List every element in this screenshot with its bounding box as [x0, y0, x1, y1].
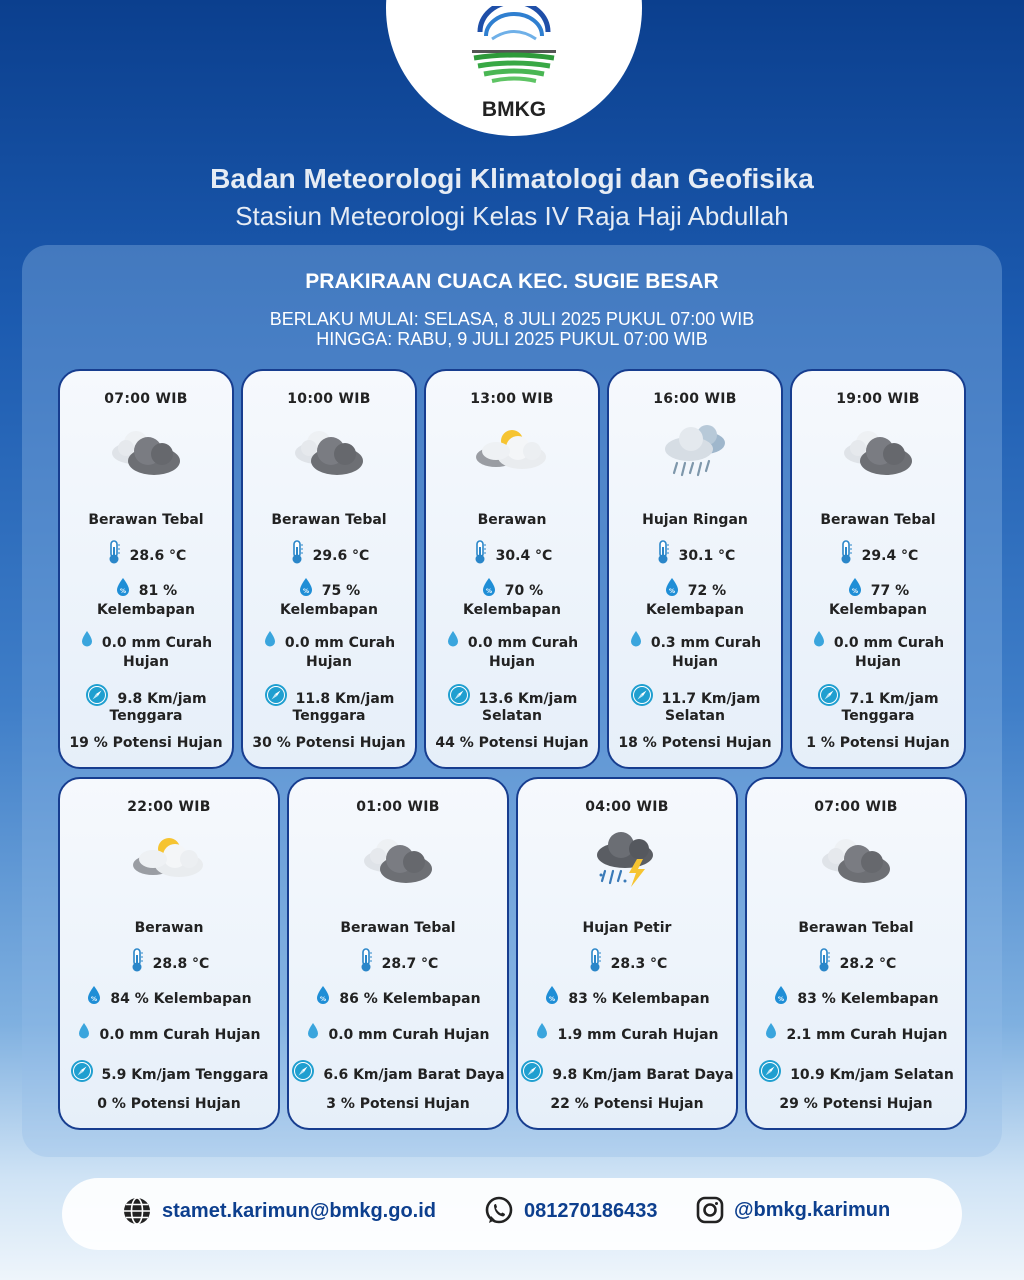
rainfall-label-row — [792, 651, 964, 673]
forecast-card — [58, 369, 234, 769]
cloudy-icon — [287, 421, 371, 485]
rain-potential: 22 % Potensi Hujan — [550, 1096, 704, 1112]
weather-condition: Berawan Tebal — [820, 512, 936, 528]
agency-name: Badan Meteorologi Klimatologi dan Geofisika — [210, 163, 814, 194]
rainfall-row — [747, 1022, 965, 1047]
forecast-time: 22:00 WIB — [127, 799, 211, 815]
rain-potential: 44 % Potensi Hujan — [435, 735, 589, 751]
compass-icon — [291, 1059, 315, 1090]
forecast-card — [516, 777, 738, 1130]
forecast-card — [790, 369, 966, 769]
humidity-row — [60, 985, 278, 1012]
temperature-row — [792, 539, 964, 572]
temperature-row — [60, 947, 278, 980]
wind-direction-row — [609, 705, 781, 727]
weather-condition: Berawan — [134, 920, 204, 936]
humidity-value: 77 % — [870, 582, 910, 599]
wind-direction-row — [426, 705, 598, 727]
rainfall-value: 0.0 mm Curah — [833, 634, 945, 651]
rainfall-value: 0.0 mm Curah — [467, 634, 579, 651]
wind-direction: Tenggara — [109, 708, 183, 724]
rain-potential: 30 % Potensi Hujan — [252, 735, 406, 751]
rainfall-value: 0.0 mm Curah — [284, 634, 396, 651]
instagram-icon — [696, 1196, 724, 1224]
temperature-row — [289, 947, 507, 980]
forecast-time: 16:00 WIB — [653, 391, 737, 407]
valid-from: BERLAKU MULAI: SELASA, 8 JULI 2025 PUKUL 07:00 WIB — [269, 309, 755, 329]
wind-value: 6.6 Km/jam Barat Daya — [323, 1066, 505, 1083]
raindrop-icon — [764, 1022, 778, 1047]
thermometer-icon — [838, 539, 854, 572]
forecast-time: 13:00 WIB — [470, 391, 554, 407]
rain-potential: 1 % Potensi Hujan — [806, 735, 950, 751]
weather-condition: Berawan — [477, 512, 547, 528]
svg-text:%: % — [320, 996, 327, 1003]
compass-icon — [758, 1059, 782, 1090]
rain-potential: 29 % Potensi Hujan — [779, 1096, 933, 1112]
weather-condition: Hujan Petir — [582, 920, 672, 936]
forecast-card — [287, 777, 509, 1130]
wind-value: 5.9 Km/jam Tenggara — [101, 1066, 269, 1083]
wind-direction: Selatan — [665, 708, 725, 724]
cloudy-icon — [104, 421, 188, 485]
compass-icon — [520, 1059, 544, 1090]
thunderstorm-icon — [585, 829, 669, 893]
forecast-card — [424, 369, 600, 769]
rainfall-value: 0.3 mm Curah — [650, 634, 762, 651]
humidity-value: 83 % Kelembapan — [568, 990, 710, 1007]
thermometer-icon — [358, 947, 374, 980]
temperature-value: 28.7 °C — [381, 955, 439, 972]
thermometer-icon — [106, 539, 122, 572]
humidity-label-row — [243, 599, 415, 621]
wind-speed: 13.6 Km/jam — [478, 690, 578, 707]
thermometer-icon — [655, 539, 671, 572]
humidity-label: Kelembapan — [646, 602, 744, 618]
rainfall-value: 0.0 mm Curah — [101, 634, 213, 651]
forecast-card — [58, 777, 280, 1130]
forecast-card — [241, 369, 417, 769]
globe-icon — [122, 1196, 152, 1226]
station-name: Stasiun Meteorologi Kelas IV Raja Haji Abdullah — [235, 201, 789, 231]
temperature-value: 29.6 °C — [312, 547, 370, 564]
agency-header — [0, 160, 1024, 234]
rainfall-label-row — [609, 651, 781, 673]
temperature-row — [426, 539, 598, 572]
svg-text:%: % — [549, 996, 556, 1003]
bmkg-logo-icon — [466, 6, 562, 86]
temperature-value: 29.4 °C — [861, 547, 919, 564]
thermometer-icon — [472, 539, 488, 572]
humidity-label: Kelembapan — [280, 602, 378, 618]
svg-text:%: % — [668, 588, 675, 595]
compass-icon — [70, 1059, 94, 1090]
raindrop-icon — [77, 1022, 91, 1047]
instagram-text: @bmkg.karimun — [734, 1198, 891, 1221]
temperature-value: 28.3 °C — [610, 955, 668, 972]
valid-until: HINGGA: RABU, 9 JULI 2025 PUKUL 07:00 WIB — [316, 329, 708, 349]
email-text: stamet.karimun@bmkg.go.id — [162, 1199, 436, 1222]
rain-potential: 19 % Potensi Hujan — [69, 735, 223, 751]
weather-condition: Berawan Tebal — [88, 512, 204, 528]
humidity-row — [747, 985, 965, 1012]
svg-text:%: % — [485, 588, 492, 595]
humidity-icon — [315, 985, 331, 1012]
svg-text:%: % — [851, 588, 858, 595]
rainfall-value: 0.0 mm Curah Hujan — [99, 1026, 261, 1043]
svg-text:%: % — [302, 588, 309, 595]
light-rain-icon — [653, 421, 737, 485]
forecast-time: 10:00 WIB — [287, 391, 371, 407]
forecast-title: PRAKIRAAN CUACA KEC. SUGIE BESAR — [305, 270, 719, 293]
rainfall-value: 2.1 mm Curah Hujan — [786, 1026, 948, 1043]
thermometer-icon — [129, 947, 145, 980]
humidity-value: 83 % Kelembapan — [797, 990, 939, 1007]
humidity-label: Kelembapan — [829, 602, 927, 618]
humidity-icon — [773, 985, 789, 1012]
wind-row — [60, 1059, 278, 1090]
wind-speed: 7.1 Km/jam — [849, 690, 939, 707]
wind-value: 10.9 Km/jam Selatan — [790, 1066, 954, 1083]
thermometer-icon — [289, 539, 305, 572]
humidity-value: 84 % Kelembapan — [110, 990, 252, 1007]
humidity-value: 75 % — [321, 582, 361, 599]
rainfall-label: Hujan — [855, 654, 901, 670]
forecast-card — [745, 777, 967, 1130]
humidity-value: 72 % — [687, 582, 727, 599]
forecast-period — [22, 309, 1002, 349]
contact-email[interactable] — [122, 1196, 436, 1226]
rainfall-value: 0.0 mm Curah Hujan — [328, 1026, 490, 1043]
humidity-label: Kelembapan — [97, 602, 195, 618]
rainfall-label-row — [243, 651, 415, 673]
temperature-row — [518, 947, 736, 980]
temperature-row — [609, 539, 781, 572]
wind-row — [518, 1059, 736, 1090]
rainfall-value: 1.9 mm Curah Hujan — [557, 1026, 719, 1043]
wind-value: 9.8 Km/jam Barat Daya — [552, 1066, 734, 1083]
cloudy-icon — [836, 421, 920, 485]
temperature-row — [60, 539, 232, 572]
temperature-row — [747, 947, 965, 980]
rainfall-label-row — [426, 651, 598, 673]
contact-phone[interactable] — [484, 1196, 657, 1226]
weather-condition: Hujan Ringan — [642, 512, 748, 528]
logo-text: BMKG — [481, 98, 547, 121]
rainfall-label: Hujan — [306, 654, 352, 670]
thermometer-icon — [816, 947, 832, 980]
humidity-label-row — [426, 599, 598, 621]
temperature-value: 28.6 °C — [129, 547, 187, 564]
phone-text: 081270186433 — [524, 1199, 658, 1222]
weather-condition: Berawan Tebal — [340, 920, 456, 936]
rainfall-row — [518, 1022, 736, 1047]
wind-row — [747, 1059, 965, 1090]
wind-speed: 9.8 Km/jam — [117, 690, 207, 707]
wind-direction-row — [792, 705, 964, 727]
weather-condition: Berawan Tebal — [271, 512, 387, 528]
forecast-time: 07:00 WIB — [814, 799, 898, 815]
forecast-time: 07:00 WIB — [104, 391, 188, 407]
rainfall-label: Hujan — [123, 654, 169, 670]
contact-instagram[interactable] — [696, 1196, 890, 1224]
partly-cloudy-icon — [127, 829, 211, 893]
svg-text:%: % — [778, 996, 785, 1003]
rainfall-label: Hujan — [672, 654, 718, 670]
humidity-value: 81 % — [138, 582, 178, 599]
cloudy-icon — [356, 829, 440, 893]
humidity-value: 86 % Kelembapan — [339, 990, 481, 1007]
weather-condition: Berawan Tebal — [798, 920, 914, 936]
rainfall-label: Hujan — [489, 654, 535, 670]
rain-potential: 18 % Potensi Hujan — [618, 735, 772, 751]
humidity-icon — [544, 985, 560, 1012]
svg-text:%: % — [91, 996, 98, 1003]
temperature-row — [243, 539, 415, 572]
rainfall-row — [289, 1022, 507, 1047]
rainfall-row — [60, 1022, 278, 1047]
raindrop-icon — [306, 1022, 320, 1047]
forecast-card — [607, 369, 783, 769]
wind-speed: 11.7 Km/jam — [661, 690, 761, 707]
humidity-label-row — [609, 599, 781, 621]
rain-potential: 0 % Potensi Hujan — [97, 1096, 241, 1112]
temperature-value: 30.4 °C — [495, 547, 553, 564]
wind-direction: Selatan — [482, 708, 542, 724]
humidity-row — [518, 985, 736, 1012]
forecast-time: 01:00 WIB — [356, 799, 440, 815]
wind-direction: Tenggara — [292, 708, 366, 724]
rain-potential: 3 % Potensi Hujan — [326, 1096, 470, 1112]
wind-direction-row — [243, 705, 415, 727]
humidity-label: Kelembapan — [463, 602, 561, 618]
humidity-label-row — [60, 599, 232, 621]
cloudy-icon — [814, 829, 898, 893]
whatsapp-icon — [484, 1196, 514, 1226]
wind-row — [289, 1059, 507, 1090]
wind-speed: 11.8 Km/jam — [295, 690, 395, 707]
humidity-icon — [86, 985, 102, 1012]
rainfall-label-row — [60, 651, 232, 673]
raindrop-icon — [535, 1022, 549, 1047]
partly-cloudy-icon — [470, 421, 554, 485]
wind-direction-row — [60, 705, 232, 727]
thermometer-icon — [587, 947, 603, 980]
temperature-value: 28.8 °C — [152, 955, 210, 972]
svg-text:%: % — [119, 588, 126, 595]
humidity-row — [289, 985, 507, 1012]
humidity-label-row — [792, 599, 964, 621]
forecast-time: 19:00 WIB — [836, 391, 920, 407]
wind-direction: Tenggara — [841, 708, 915, 724]
temperature-value: 28.2 °C — [839, 955, 897, 972]
humidity-value: 70 % — [504, 582, 544, 599]
temperature-value: 30.1 °C — [678, 547, 736, 564]
forecast-time: 04:00 WIB — [585, 799, 669, 815]
